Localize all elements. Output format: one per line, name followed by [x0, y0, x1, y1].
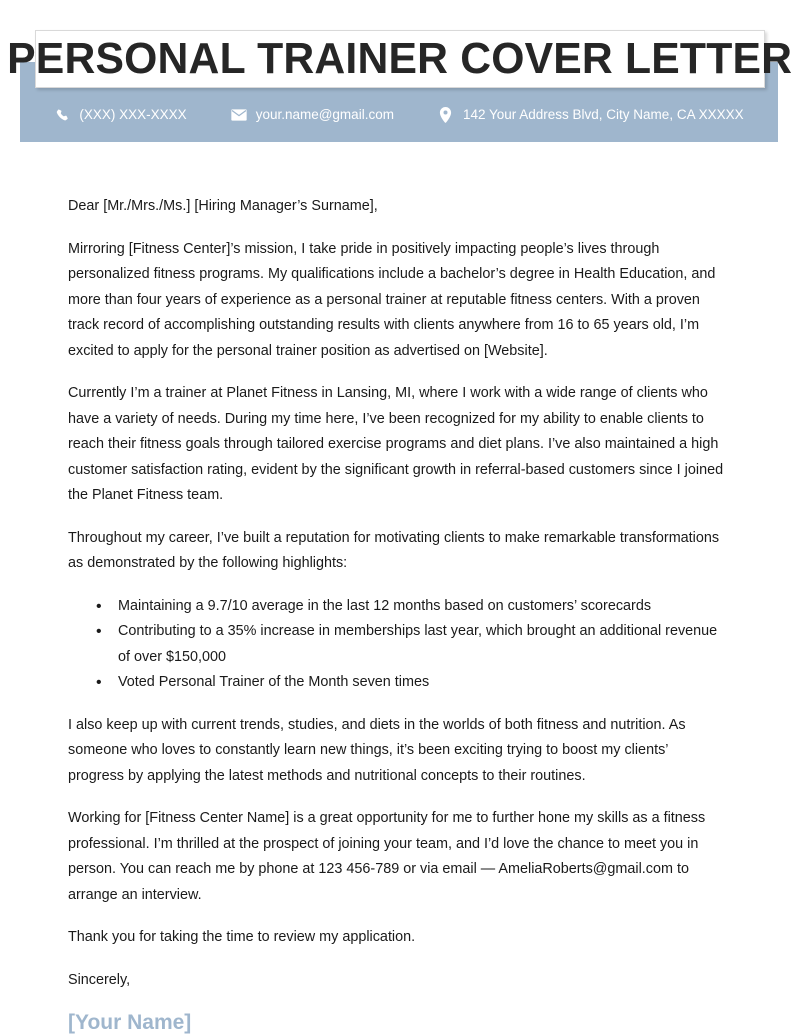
- contact-address-value: 142 Your Address Blvd, City Name, CA XXXXX: [462, 107, 744, 123]
- signature-name: [Your Name]: [68, 1011, 192, 1034]
- body-paragraph-2: Currently I’m a trainer at Planet Fitness in Lansing, MI, where I work with a wide range of clients who have a variety of needs. During my time here, I’ve been recognized for my ability to enable clients to reach their fitness goals through tailored exercise programs and diet plans. I’ve also maintained a high customer satisfaction rating, evident by the significant growth in referral-based customers since I joined the Planet Fitness team.: [68, 385, 724, 503]
- document-header: [0, 0, 800, 142]
- body-paragraph-4: I also keep up with current trends, studies, and diets in the worlds of both fitness and nutrition. As someone who loves to constantly learn new things, it’s been exciting trying to boost my clients’ progress by applying the latest methods and nutritional concepts to their routines.: [68, 716, 686, 784]
- title-banner: [7, 30, 793, 88]
- map-pin-icon: [438, 107, 454, 123]
- highlights-list: [68, 594, 724, 696]
- body-paragraph-3: Throughout my career, I’ve built a reputation for motivating clients to make remarkable transformations as demonstrated by the following highlights:: [68, 529, 720, 571]
- contact-phone: [54, 107, 186, 123]
- contact-email: [231, 107, 394, 123]
- contact-address: [438, 107, 744, 123]
- contact-email-value: your.name@gmail.com: [255, 107, 394, 123]
- body-paragraph-1: Mirroring [Fitness Center]’s mission, I take pride in positively impacting people’s lives through personalized fitness programs. My qualifications include a bachelor’s degree in Health Education, and more than four years of experience as a personal trainer at reputable fitness centers. With a proven track record of accomplishing outstanding results with clients anywhere from 16 to 65 years old, I’m excited to apply for the personal trainer position as advertised on [Website].: [68, 240, 716, 359]
- contact-phone-value: (XXX) XXX-XXXX: [79, 107, 187, 123]
- list-item: • Contributing to a 35% increase in memberships last year, which brought an additional revenue of over $150,000: [68, 619, 724, 670]
- list-item: • Voted Personal Trainer of the Month seven times: [68, 670, 724, 696]
- contact-info-bar: [20, 100, 778, 130]
- phone-icon: [54, 107, 70, 123]
- sign-off: Sincerely,: [68, 971, 131, 988]
- salutation: Dear [Mr./Mrs./Ms.] [Hiring Manager’s Surname],: [68, 198, 378, 214]
- list-item: • Maintaining a 9.7/10 average in the last 12 months based on customers’ scorecards: [68, 594, 724, 620]
- page-title: PERSONAL TRAINER COVER LETTER: [7, 34, 793, 83]
- letter-body: [68, 194, 724, 1035]
- body-paragraph-5: Working for [Fitness Center Name] is a great opportunity for me to further hone my skills as a fitness professional. I’m thrilled at the prospect of joining your team, and I’d love the chance to meet you in person. You can reach me by phone at 123 456-789 or via email — AmeliaRoberts@gmail.com to arrange an interview.: [68, 810, 706, 903]
- body-paragraph-6: Thank you for taking the time to review my application.: [68, 929, 416, 945]
- envelope-icon: [231, 107, 247, 123]
